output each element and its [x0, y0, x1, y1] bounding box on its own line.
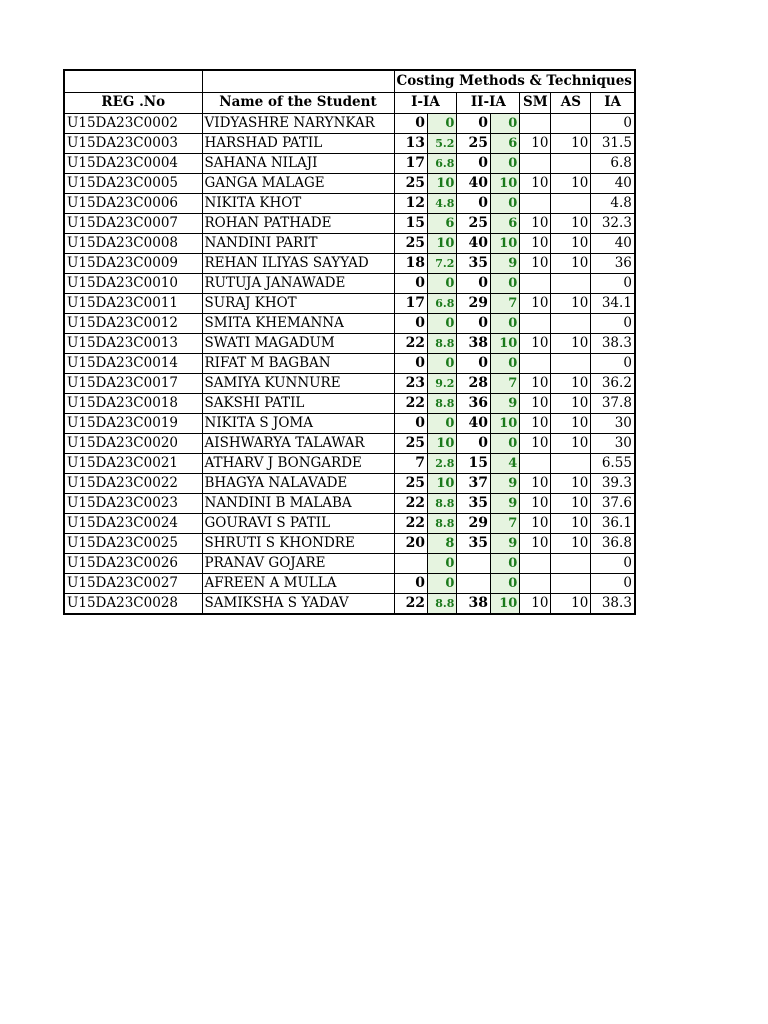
marks-table: [63, 69, 636, 615]
table-row: [64, 513, 635, 533]
table-row: [64, 293, 635, 313]
sm-cell: [520, 553, 551, 573]
as-cell: 10: [551, 253, 591, 273]
sm-cell: [520, 573, 551, 593]
sm-cell: [520, 313, 551, 333]
student-name-cell: GANGA MALAGE: [202, 173, 394, 193]
ia-total-cell: 36.2: [591, 373, 635, 393]
i-ia-scaled-cell: 0: [428, 273, 457, 293]
table-row: [64, 533, 635, 553]
reg-no-cell: U15DA23C0002: [64, 113, 202, 133]
table-row: [64, 313, 635, 333]
ii-ia-scaled-cell: 10: [490, 233, 519, 253]
ia-total-cell: 34.1: [591, 293, 635, 313]
ii-ia-scaled-cell: 0: [490, 273, 519, 293]
reg-no-cell: U15DA23C0013: [64, 333, 202, 353]
reg-no-cell: U15DA23C0004: [64, 153, 202, 173]
student-name-cell: SWATI MAGADUM: [202, 333, 394, 353]
table-row: [64, 413, 635, 433]
i-ia-scaled-cell: 9.2: [428, 373, 457, 393]
i-ia-marks-cell: 22: [394, 393, 428, 413]
ia-total-cell: 36.1: [591, 513, 635, 533]
ia-total-cell: 6.8: [591, 153, 635, 173]
student-name-cell: SMITA KHEMANNA: [202, 313, 394, 333]
sm-cell: 10: [520, 393, 551, 413]
ii-ia-scaled-cell: 7: [490, 513, 519, 533]
student-name-cell: ATHARV J BONGARDE: [202, 453, 394, 473]
ii-ia-scaled-cell: 0: [490, 113, 519, 133]
blank-header-cell: [202, 70, 394, 92]
ii-ia-marks-cell: 35: [457, 253, 491, 273]
table-row: [64, 453, 635, 473]
reg-no-cell: U15DA23C0012: [64, 313, 202, 333]
ii-ia-marks-cell: 0: [457, 313, 491, 333]
table-row: [64, 473, 635, 493]
blank-header-cell: [64, 70, 202, 92]
sm-cell: 10: [520, 593, 551, 614]
ii-ia-marks-cell: 35: [457, 533, 491, 553]
ia-total-cell: 40: [591, 173, 635, 193]
sm-cell: [520, 193, 551, 213]
as-cell: 10: [551, 593, 591, 614]
sm-cell: 10: [520, 493, 551, 513]
ii-ia-marks-cell: 37: [457, 473, 491, 493]
sm-cell: 10: [520, 293, 551, 313]
i-ia-scaled-cell: 0: [428, 353, 457, 373]
i-ia-marks-cell: 23: [394, 373, 428, 393]
reg-no-cell: U15DA23C0026: [64, 553, 202, 573]
reg-no-cell: U15DA23C0010: [64, 273, 202, 293]
i-ia-marks-cell: 0: [394, 413, 428, 433]
sm-cell: 10: [520, 333, 551, 353]
ii-ia-scaled-cell: 0: [490, 193, 519, 213]
i-ia-marks-cell: 18: [394, 253, 428, 273]
ia-total-cell: 6.55: [591, 453, 635, 473]
i-ia-scaled-cell: 0: [428, 553, 457, 573]
student-name-cell: HARSHAD PATIL: [202, 133, 394, 153]
reg-no-cell: U15DA23C0005: [64, 173, 202, 193]
i-ia-marks-cell: 22: [394, 513, 428, 533]
ii-ia-scaled-cell: 10: [490, 413, 519, 433]
sm-cell: 10: [520, 533, 551, 553]
as-cell: 10: [551, 433, 591, 453]
i-ia-scaled-cell: 7.2: [428, 253, 457, 273]
i-ia-marks-cell: 17: [394, 153, 428, 173]
i-ia-scaled-cell: 4.8: [428, 193, 457, 213]
reg-no-cell: U15DA23C0003: [64, 133, 202, 153]
ii-ia-marks-cell: 40: [457, 413, 491, 433]
ii-ia-marks-cell: 38: [457, 593, 491, 614]
as-cell: [551, 553, 591, 573]
i-ia-scaled-cell: 8.8: [428, 393, 457, 413]
as-cell: 10: [551, 233, 591, 253]
i-ia-marks-cell: 0: [394, 313, 428, 333]
reg-no-cell: U15DA23C0017: [64, 373, 202, 393]
ii-ia-scaled-cell: 9: [490, 493, 519, 513]
i-ia-scaled-cell: 0: [428, 413, 457, 433]
as-cell: 10: [551, 413, 591, 433]
student-name-cell: NIKITA S JOMA: [202, 413, 394, 433]
ia-total-cell: 40: [591, 233, 635, 253]
reg-no-cell: U15DA23C0025: [64, 533, 202, 553]
student-name-cell: RUTUJA JANAWADE: [202, 273, 394, 293]
reg-no-cell: U15DA23C0019: [64, 413, 202, 433]
student-name-cell: NANDINI PARIT: [202, 233, 394, 253]
i-ia-scaled-cell: 10: [428, 233, 457, 253]
i-ia-marks-cell: 25: [394, 233, 428, 253]
student-name-cell: SAMIYA KUNNURE: [202, 373, 394, 393]
i-ia-marks-cell: 0: [394, 273, 428, 293]
sm-cell: 10: [520, 373, 551, 393]
as-cell: 10: [551, 393, 591, 413]
i-ia-marks-cell: 22: [394, 493, 428, 513]
ii-ia-scaled-cell: 10: [490, 333, 519, 353]
student-name-cell: VIDYASHRE NARYNKAR: [202, 113, 394, 133]
col-header-reg: REG .No: [64, 92, 202, 113]
reg-no-cell: U15DA23C0027: [64, 573, 202, 593]
ia-total-cell: 0: [591, 553, 635, 573]
i-ia-marks-cell: 15: [394, 213, 428, 233]
reg-no-cell: U15DA23C0023: [64, 493, 202, 513]
sm-cell: 10: [520, 413, 551, 433]
student-name-cell: NIKITA KHOT: [202, 193, 394, 213]
student-name-cell: SHRUTI S KHONDRE: [202, 533, 394, 553]
sm-cell: [520, 353, 551, 373]
table-row: [64, 233, 635, 253]
ia-total-cell: 4.8: [591, 193, 635, 213]
i-ia-marks-cell: 22: [394, 593, 428, 614]
student-name-cell: ROHAN PATHADE: [202, 213, 394, 233]
ia-total-cell: 39.3: [591, 473, 635, 493]
ii-ia-scaled-cell: 6: [490, 133, 519, 153]
i-ia-scaled-cell: 0: [428, 113, 457, 133]
student-name-cell: AFREEN A MULLA: [202, 573, 394, 593]
section-title: Costing Methods & Techniques: [394, 70, 635, 92]
ii-ia-marks-cell: [457, 553, 491, 573]
i-ia-marks-cell: 25: [394, 473, 428, 493]
col-header-ii-ia: II-IA: [457, 92, 520, 113]
ii-ia-marks-cell: 35: [457, 493, 491, 513]
ia-total-cell: 36: [591, 253, 635, 273]
i-ia-scaled-cell: 10: [428, 173, 457, 193]
ii-ia-marks-cell: 0: [457, 153, 491, 173]
as-cell: [551, 113, 591, 133]
i-ia-marks-cell: 22: [394, 333, 428, 353]
i-ia-scaled-cell: 6.8: [428, 293, 457, 313]
as-cell: 10: [551, 213, 591, 233]
table-row: [64, 193, 635, 213]
sm-cell: 10: [520, 253, 551, 273]
ia-total-cell: 38.3: [591, 593, 635, 614]
as-cell: [551, 273, 591, 293]
ii-ia-marks-cell: 0: [457, 273, 491, 293]
sm-cell: [520, 273, 551, 293]
ii-ia-marks-cell: 0: [457, 193, 491, 213]
student-name-cell: BHAGYA NALAVADE: [202, 473, 394, 493]
as-cell: 10: [551, 493, 591, 513]
ii-ia-marks-cell: 29: [457, 293, 491, 313]
student-name-cell: SAKSHI PATIL: [202, 393, 394, 413]
ii-ia-marks-cell: 25: [457, 213, 491, 233]
i-ia-scaled-cell: 0: [428, 573, 457, 593]
reg-no-cell: U15DA23C0020: [64, 433, 202, 453]
ii-ia-scaled-cell: 0: [490, 433, 519, 453]
ii-ia-scaled-cell: 4: [490, 453, 519, 473]
reg-no-cell: U15DA23C0021: [64, 453, 202, 473]
sm-cell: 10: [520, 133, 551, 153]
table-row: [64, 373, 635, 393]
table-row: [64, 173, 635, 193]
ia-total-cell: 0: [591, 113, 635, 133]
ii-ia-scaled-cell: 10: [490, 173, 519, 193]
sm-cell: 10: [520, 433, 551, 453]
i-ia-marks-cell: 0: [394, 573, 428, 593]
student-name-cell: AISHWARYA TALAWAR: [202, 433, 394, 453]
table-row: [64, 593, 635, 614]
i-ia-marks-cell: 20: [394, 533, 428, 553]
as-cell: 10: [551, 473, 591, 493]
i-ia-marks-cell: 25: [394, 433, 428, 453]
ii-ia-scaled-cell: 9: [490, 533, 519, 553]
header-row-columns: [64, 92, 635, 113]
ia-total-cell: 37.6: [591, 493, 635, 513]
table-row: [64, 253, 635, 273]
student-name-cell: GOURAVI S PATIL: [202, 513, 394, 533]
sm-cell: 10: [520, 233, 551, 253]
student-name-cell: SAMIKSHA S YADAV: [202, 593, 394, 614]
ii-ia-marks-cell: 15: [457, 453, 491, 473]
i-ia-scaled-cell: 6: [428, 213, 457, 233]
ii-ia-marks-cell: 29: [457, 513, 491, 533]
reg-no-cell: U15DA23C0009: [64, 253, 202, 273]
i-ia-scaled-cell: 8.8: [428, 493, 457, 513]
sm-cell: [520, 453, 551, 473]
reg-no-cell: U15DA23C0006: [64, 193, 202, 213]
student-name-cell: SURAJ KHOT: [202, 293, 394, 313]
as-cell: [551, 453, 591, 473]
ii-ia-marks-cell: 0: [457, 113, 491, 133]
i-ia-scaled-cell: 8.8: [428, 333, 457, 353]
i-ia-scaled-cell: 5.2: [428, 133, 457, 153]
table-row: [64, 353, 635, 373]
sm-cell: [520, 153, 551, 173]
ia-total-cell: 38.3: [591, 333, 635, 353]
table-row: [64, 133, 635, 153]
sm-cell: 10: [520, 213, 551, 233]
col-header-name: Name of the Student: [202, 92, 394, 113]
i-ia-marks-cell: [394, 553, 428, 573]
ia-total-cell: 30: [591, 433, 635, 453]
student-name-cell: NANDINI B MALABA: [202, 493, 394, 513]
reg-no-cell: U15DA23C0011: [64, 293, 202, 313]
i-ia-marks-cell: 13: [394, 133, 428, 153]
ii-ia-marks-cell: 36: [457, 393, 491, 413]
i-ia-scaled-cell: 10: [428, 433, 457, 453]
ia-total-cell: 31.5: [591, 133, 635, 153]
i-ia-scaled-cell: 8: [428, 533, 457, 553]
student-name-cell: RIFAT M BAGBAN: [202, 353, 394, 373]
ii-ia-marks-cell: [457, 573, 491, 593]
ii-ia-scaled-cell: 10: [490, 593, 519, 614]
ii-ia-marks-cell: 0: [457, 433, 491, 453]
student-name-cell: SAHANA NILAJI: [202, 153, 394, 173]
reg-no-cell: U15DA23C0008: [64, 233, 202, 253]
ii-ia-marks-cell: 28: [457, 373, 491, 393]
ia-total-cell: 0: [591, 273, 635, 293]
i-ia-marks-cell: 17: [394, 293, 428, 313]
ia-total-cell: 37.8: [591, 393, 635, 413]
ii-ia-scaled-cell: 9: [490, 253, 519, 273]
ia-total-cell: 0: [591, 353, 635, 373]
ii-ia-scaled-cell: 0: [490, 153, 519, 173]
as-cell: [551, 153, 591, 173]
i-ia-marks-cell: 7: [394, 453, 428, 473]
ii-ia-marks-cell: 0: [457, 353, 491, 373]
ii-ia-scaled-cell: 9: [490, 393, 519, 413]
sm-cell: [520, 113, 551, 133]
reg-no-cell: U15DA23C0028: [64, 593, 202, 614]
ia-total-cell: 0: [591, 313, 635, 333]
as-cell: [551, 573, 591, 593]
i-ia-scaled-cell: 8.8: [428, 513, 457, 533]
ii-ia-marks-cell: 40: [457, 173, 491, 193]
col-header-sm: SM: [520, 92, 551, 113]
ia-total-cell: 30: [591, 413, 635, 433]
as-cell: 10: [551, 373, 591, 393]
table-row: [64, 273, 635, 293]
i-ia-marks-cell: 0: [394, 113, 428, 133]
sm-cell: 10: [520, 513, 551, 533]
ii-ia-scaled-cell: 7: [490, 373, 519, 393]
student-name-cell: REHAN ILIYAS SAYYAD: [202, 253, 394, 273]
ia-total-cell: 0: [591, 573, 635, 593]
as-cell: 10: [551, 173, 591, 193]
i-ia-scaled-cell: 2.8: [428, 453, 457, 473]
ii-ia-marks-cell: 40: [457, 233, 491, 253]
ii-ia-marks-cell: 25: [457, 133, 491, 153]
as-cell: 10: [551, 333, 591, 353]
as-cell: [551, 353, 591, 373]
col-header-as: AS: [551, 92, 591, 113]
table-row: [64, 433, 635, 453]
reg-no-cell: U15DA23C0014: [64, 353, 202, 373]
reg-no-cell: U15DA23C0018: [64, 393, 202, 413]
as-cell: [551, 313, 591, 333]
table-row: [64, 493, 635, 513]
ii-ia-scaled-cell: 0: [490, 353, 519, 373]
ii-ia-scaled-cell: 0: [490, 553, 519, 573]
table-row: [64, 153, 635, 173]
student-name-cell: PRANAV GOJARE: [202, 553, 394, 573]
col-header-i-ia: I-IA: [394, 92, 457, 113]
as-cell: 10: [551, 513, 591, 533]
ii-ia-marks-cell: 38: [457, 333, 491, 353]
i-ia-marks-cell: 25: [394, 173, 428, 193]
i-ia-marks-cell: 12: [394, 193, 428, 213]
as-cell: 10: [551, 533, 591, 553]
table-row: [64, 393, 635, 413]
i-ia-scaled-cell: 8.8: [428, 593, 457, 614]
ii-ia-scaled-cell: 9: [490, 473, 519, 493]
ii-ia-scaled-cell: 7: [490, 293, 519, 313]
reg-no-cell: U15DA23C0022: [64, 473, 202, 493]
table-row: [64, 553, 635, 573]
sm-cell: 10: [520, 173, 551, 193]
i-ia-scaled-cell: 6.8: [428, 153, 457, 173]
col-header-ia: IA: [591, 92, 635, 113]
ia-total-cell: 32.3: [591, 213, 635, 233]
as-cell: 10: [551, 293, 591, 313]
reg-no-cell: U15DA23C0024: [64, 513, 202, 533]
as-cell: [551, 193, 591, 213]
i-ia-scaled-cell: 10: [428, 473, 457, 493]
table-row: [64, 113, 635, 133]
i-ia-marks-cell: 0: [394, 353, 428, 373]
i-ia-scaled-cell: 0: [428, 313, 457, 333]
ii-ia-scaled-cell: 0: [490, 573, 519, 593]
ii-ia-scaled-cell: 6: [490, 213, 519, 233]
sm-cell: 10: [520, 473, 551, 493]
table-row: [64, 213, 635, 233]
ii-ia-scaled-cell: 0: [490, 313, 519, 333]
table-row: [64, 333, 635, 353]
as-cell: 10: [551, 133, 591, 153]
header-row-section: [64, 70, 635, 92]
ia-total-cell: 36.8: [591, 533, 635, 553]
table-row: [64, 573, 635, 593]
reg-no-cell: U15DA23C0007: [64, 213, 202, 233]
